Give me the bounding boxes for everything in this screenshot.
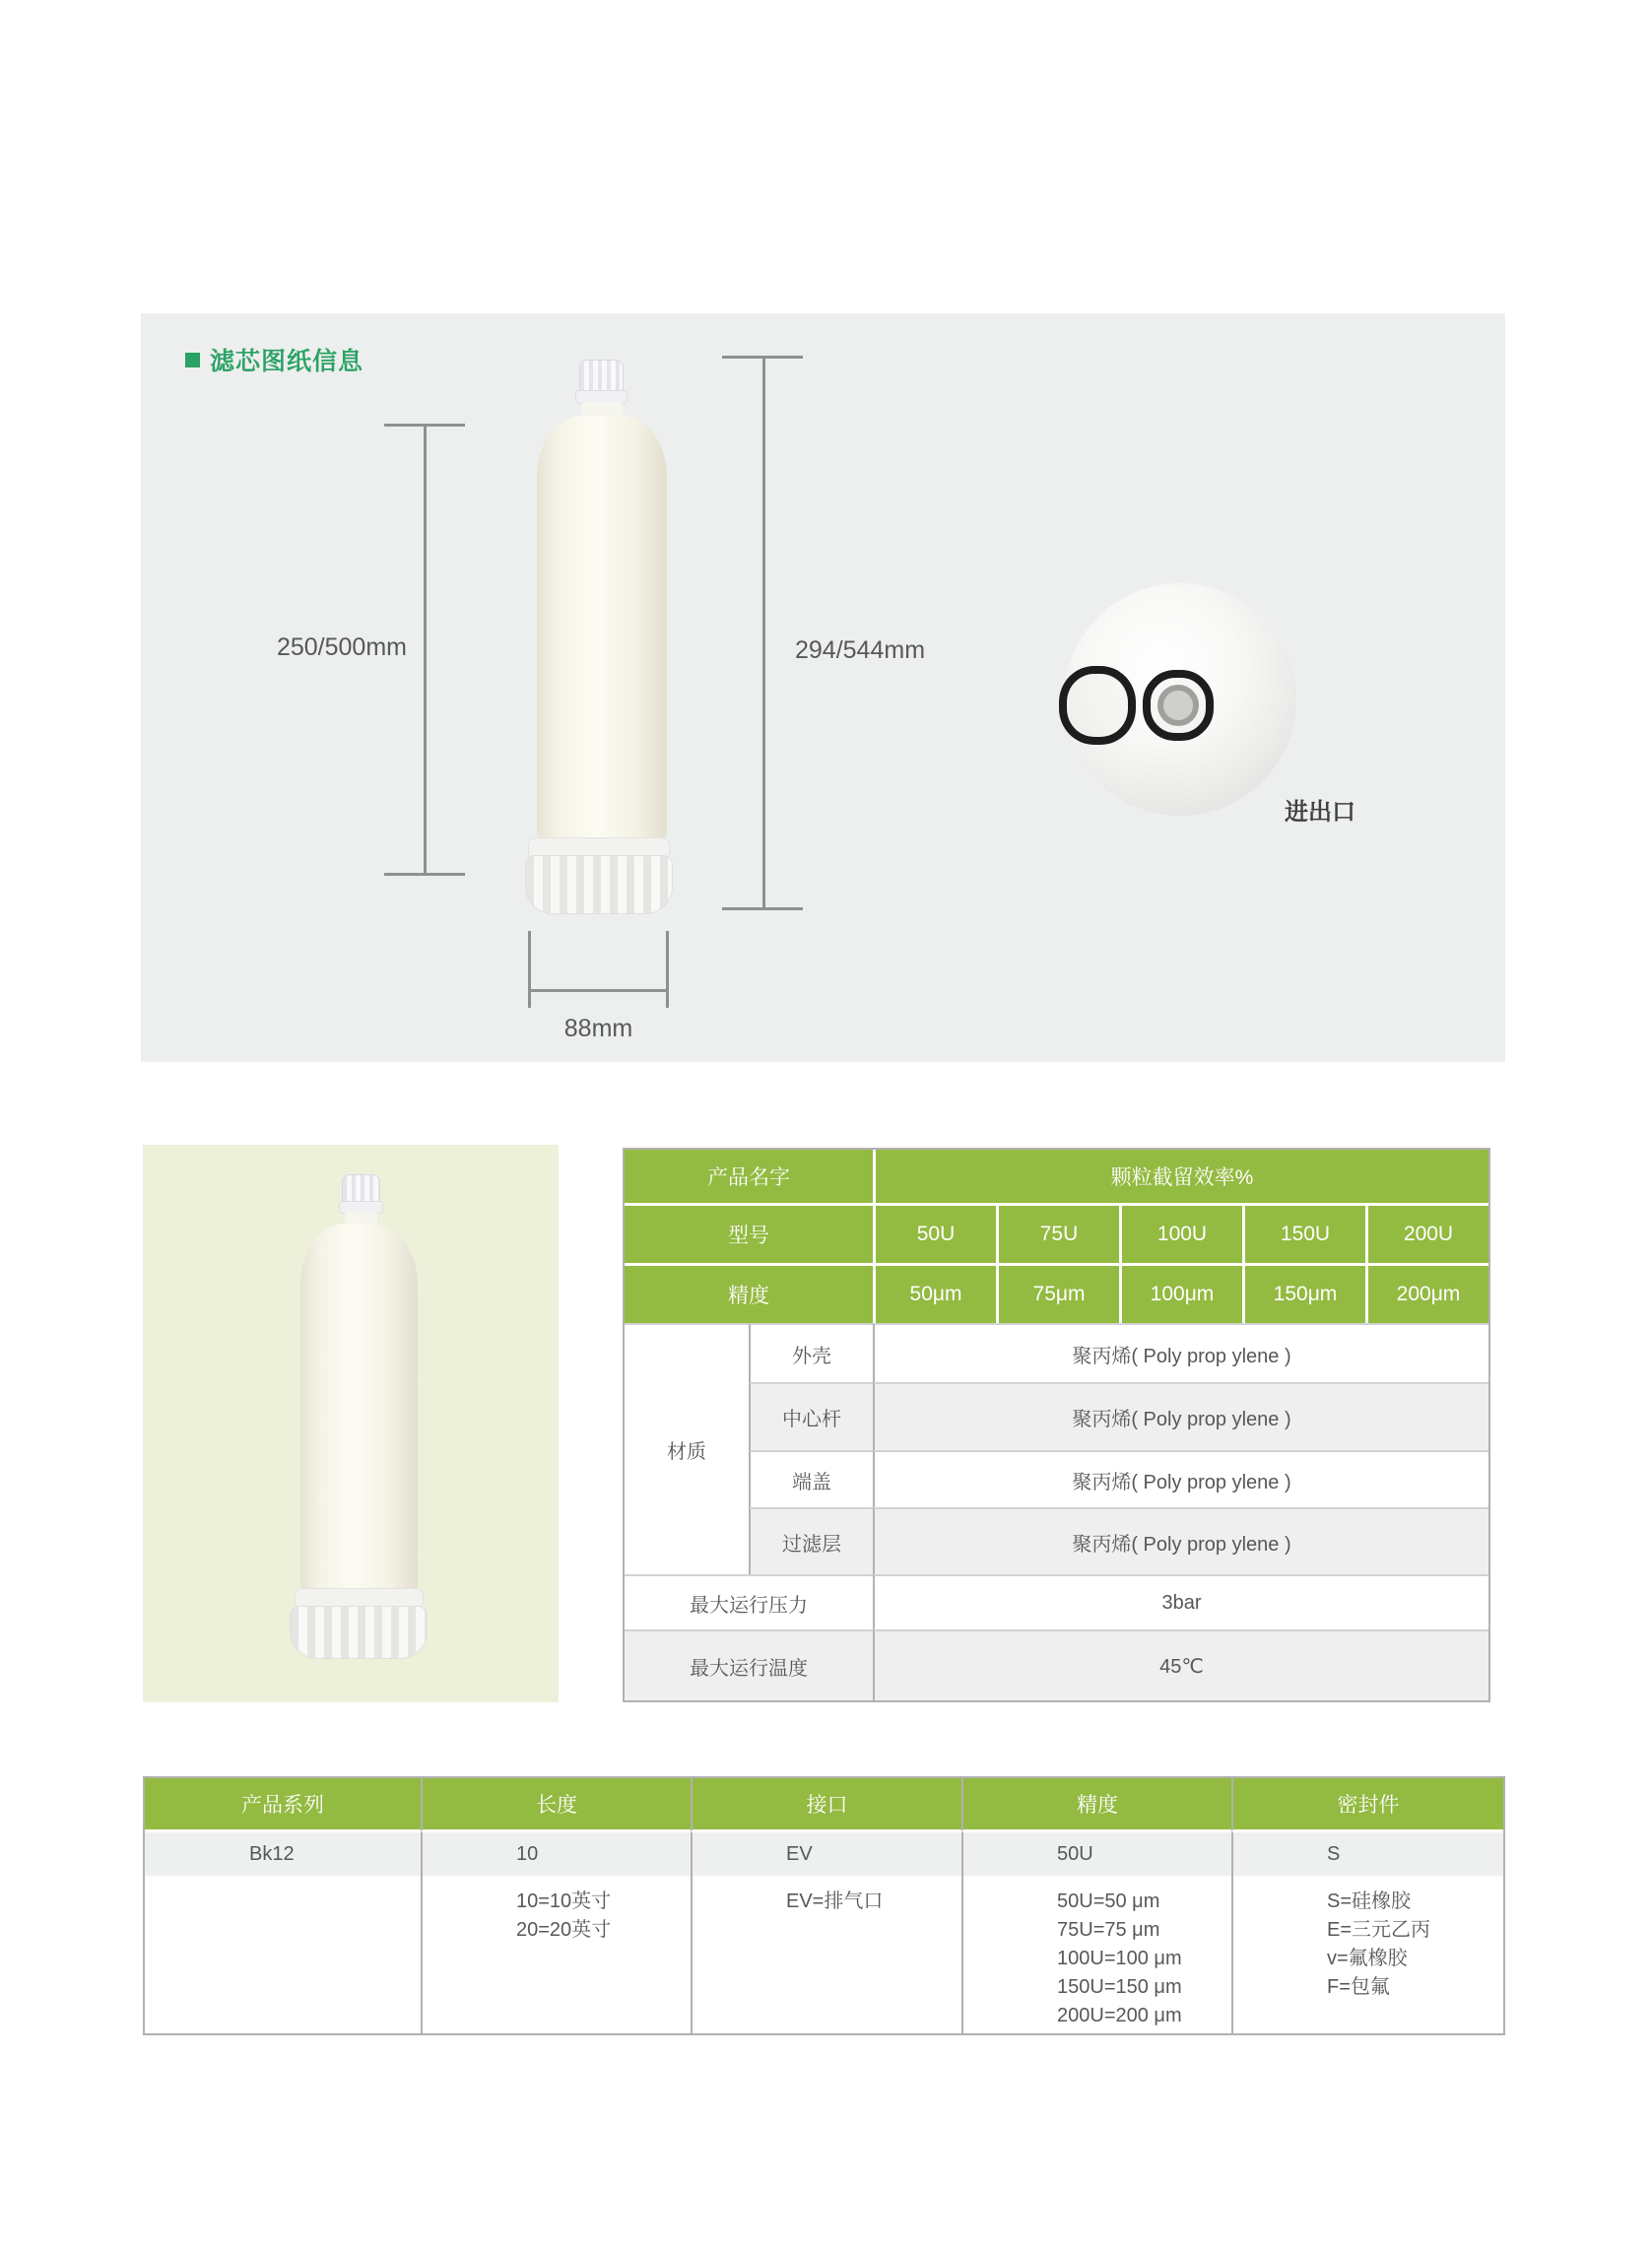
option-line: 20=20英寸 [516,1919,612,1941]
cartridge-body [537,416,667,842]
spec-precision-label: 精度 [625,1266,873,1323]
spec-material-label: 材质 [625,1323,749,1574]
option-line: 200U=200 μm [1057,2005,1182,2026]
spec-temperature-value: 45℃ [873,1629,1488,1700]
order-code-precision: 50U [961,1832,1231,1876]
option-line: E=三元乙丙 [1327,1919,1431,1941]
order-code-length: 10 [421,1832,691,1876]
spec-header-efficiency: 颗粒截留效率% [873,1150,1488,1206]
spec-material-part: 中心杆 [749,1382,873,1450]
spec-material-value: 聚丙烯( Poly prop ylene ) [873,1382,1488,1450]
spec-model-value: 50U [873,1206,996,1266]
option-line: v=氟橡胶 [1327,1948,1408,1969]
dim-label-total-height: 294/544mm [795,636,926,664]
port-opening [1157,685,1199,726]
order-code-seal: S [1231,1832,1503,1876]
photo-body [300,1224,418,1594]
dim-tick [384,873,465,876]
order-options-seal [1231,1876,1503,2033]
spec-model-value: 200U [1365,1206,1488,1266]
spec-material-part: 过滤层 [749,1507,873,1574]
order-header-port: 接口 [691,1778,961,1832]
spec-material-value: 聚丙烯( Poly prop ylene ) [873,1507,1488,1574]
photo-top-cap [342,1174,380,1203]
spec-precision-value: 200μm [1365,1266,1488,1323]
cartridge-top-cap [579,360,624,392]
order-header-series: 产品系列 [145,1778,421,1832]
port-oring-left [1059,666,1136,745]
spec-model-value: 75U [996,1206,1119,1266]
dim-line [762,358,765,909]
section-title-text: 滤芯图纸信息 [210,348,364,375]
order-header-precision: 精度 [961,1778,1231,1832]
order-code-series: Bk12 [145,1832,421,1876]
option-line: 75U=75 μm [1057,1919,1160,1941]
option-line: 10=10英寸 [516,1890,612,1912]
dim-tick [528,931,531,1008]
option-line: F=包氟 [1327,1976,1390,1998]
spec-material-part: 外壳 [749,1323,873,1382]
order-options-length [421,1876,691,2033]
dim-label-width: 88mm [563,1015,633,1042]
photo-base-ribbed [290,1606,428,1659]
option-line: S=硅橡胶 [1327,1890,1412,1912]
dim-line [528,989,669,992]
spec-table [623,1148,1490,1702]
title-bullet-icon [185,353,200,367]
spec-precision-value: 100μm [1119,1266,1242,1323]
spec-model-label: 型号 [625,1206,873,1266]
spec-model-value: 150U [1242,1206,1365,1266]
dim-label-body-height: 250/500mm [276,633,407,661]
dim-tick [666,931,669,1008]
option-line: 100U=100 μm [1057,1948,1182,1969]
option-line: 50U=50 μm [1057,1890,1160,1912]
order-options-series [145,1876,421,2033]
port-oring-right [1143,670,1214,741]
port-label: 进出口 [1285,799,1355,826]
cartridge-base-ribbed [525,855,673,914]
order-header-seal: 密封件 [1231,1778,1503,1832]
spec-pressure-label: 最大运行压力 [625,1574,873,1629]
spec-material-value: 聚丙烯( Poly prop ylene ) [873,1450,1488,1507]
order-code-port: EV [691,1832,961,1876]
spec-precision-value: 150μm [1242,1266,1365,1323]
spec-precision-value: 50μm [873,1266,996,1323]
spec-pressure-value: 3bar [873,1574,1488,1629]
option-line: 150U=150 μm [1057,1976,1182,1998]
section-title [185,342,363,377]
order-options-port [691,1876,961,2033]
order-options-precision [961,1876,1231,2033]
product-photo-panel [143,1145,559,1702]
dim-tick [722,907,803,910]
spec-material-value: 聚丙烯( Poly prop ylene ) [873,1323,1488,1382]
spec-temperature-label: 最大运行温度 [625,1629,873,1700]
option-line: EV=排气口 [786,1890,884,1912]
spec-precision-value: 75μm [996,1266,1119,1323]
drawing-section [141,313,1505,1062]
order-table [143,1776,1505,2035]
spec-header-product-name: 产品名字 [625,1150,873,1206]
dim-line [424,426,427,875]
spec-material-part: 端盖 [749,1450,873,1507]
spec-model-value: 100U [1119,1206,1242,1266]
order-header-length: 长度 [421,1778,691,1832]
